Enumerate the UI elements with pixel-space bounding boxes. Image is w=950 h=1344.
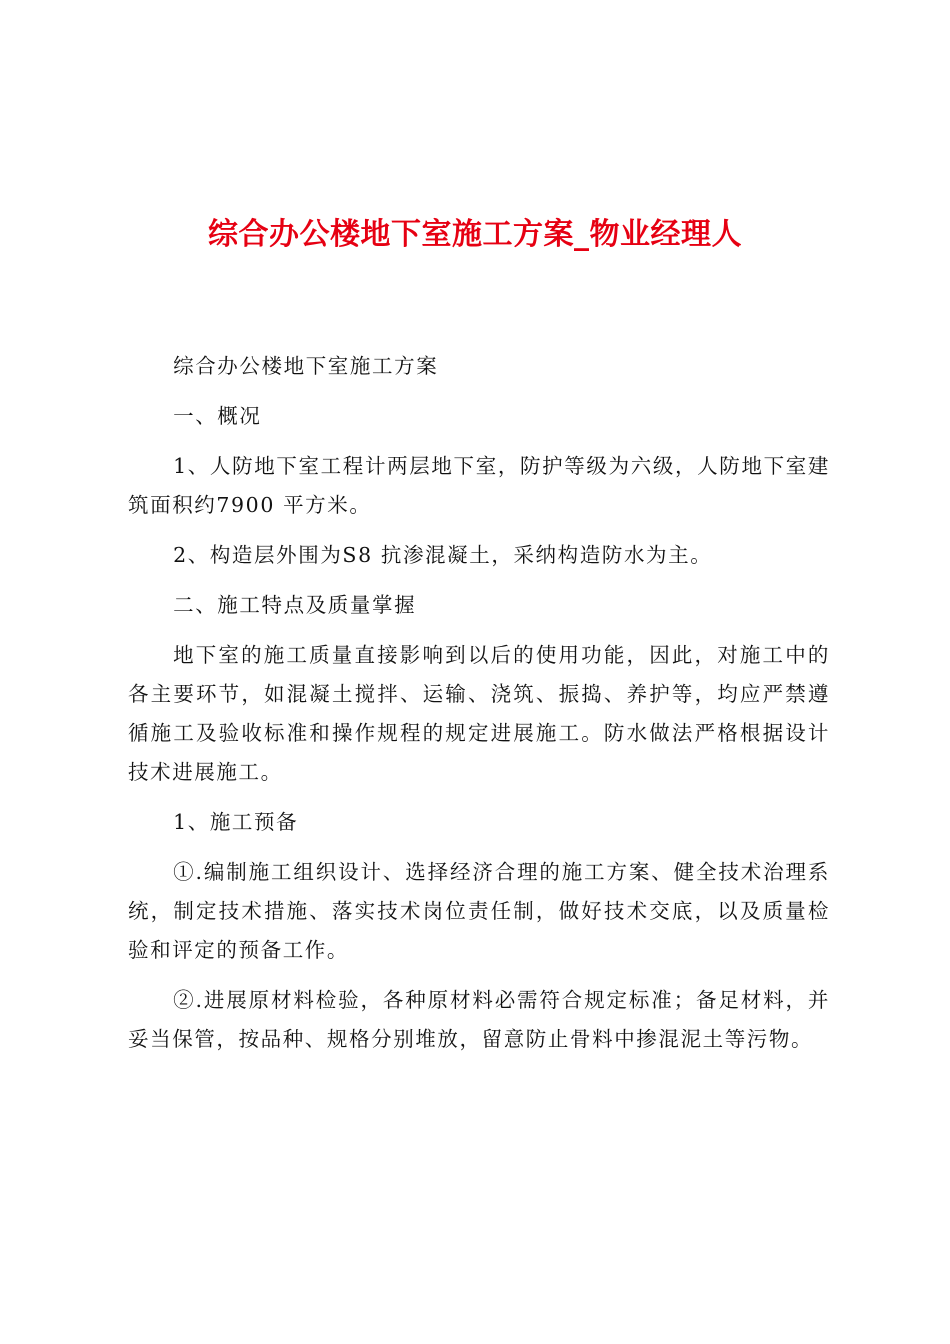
paragraph-preparation-2: ②.进展原材料检验，各种原材料必需符合规定标准；备足材料，并妥当保管，按品种、规格分别堆放，留意防止骨料中掺混泥土等污物。 (128, 988, 830, 1051)
paragraph-quality: 地下室的施工质量直接影响到以后的使用功能，因此，对施工中的各主要环节，如混凝土搅拌、运输、浇筑、振捣、养护等，均应严禁遵循施工及验收标准和操作规程的规定进展施工。防水做法严格根据设计技术进展施工。 (128, 643, 830, 784)
section-heading-quality: 二、施工特点及质量掌握 (173, 593, 417, 617)
paragraph-preparation-1: ①.编制施工组织设计、选择经济合理的施工方案、健全技术治理系统，制定技术措施、落实技术岗位责任制，做好技术交底，以及质量检验和评定的预备工作。 (128, 860, 830, 962)
paragraph-overview-1: 1、人防地下室工程计两层地下室，防护等级为六级，人防地下室建筑面积约7900 平方米。 (128, 454, 830, 517)
subsection-heading-preparation: 1、施工预备 (173, 810, 299, 834)
paragraph-overview-2: 2、构造层外围为S8 抗渗混凝土，采纳构造防水为主。 (173, 543, 713, 567)
paragraph-heading: 综合办公楼地下室施工方案 (173, 354, 439, 378)
document-body (128, 347, 830, 1070)
document-title: 综合办公楼地下室施工方案_物业经理人 (208, 217, 742, 252)
section-heading-overview: 一、概况 (173, 404, 262, 428)
